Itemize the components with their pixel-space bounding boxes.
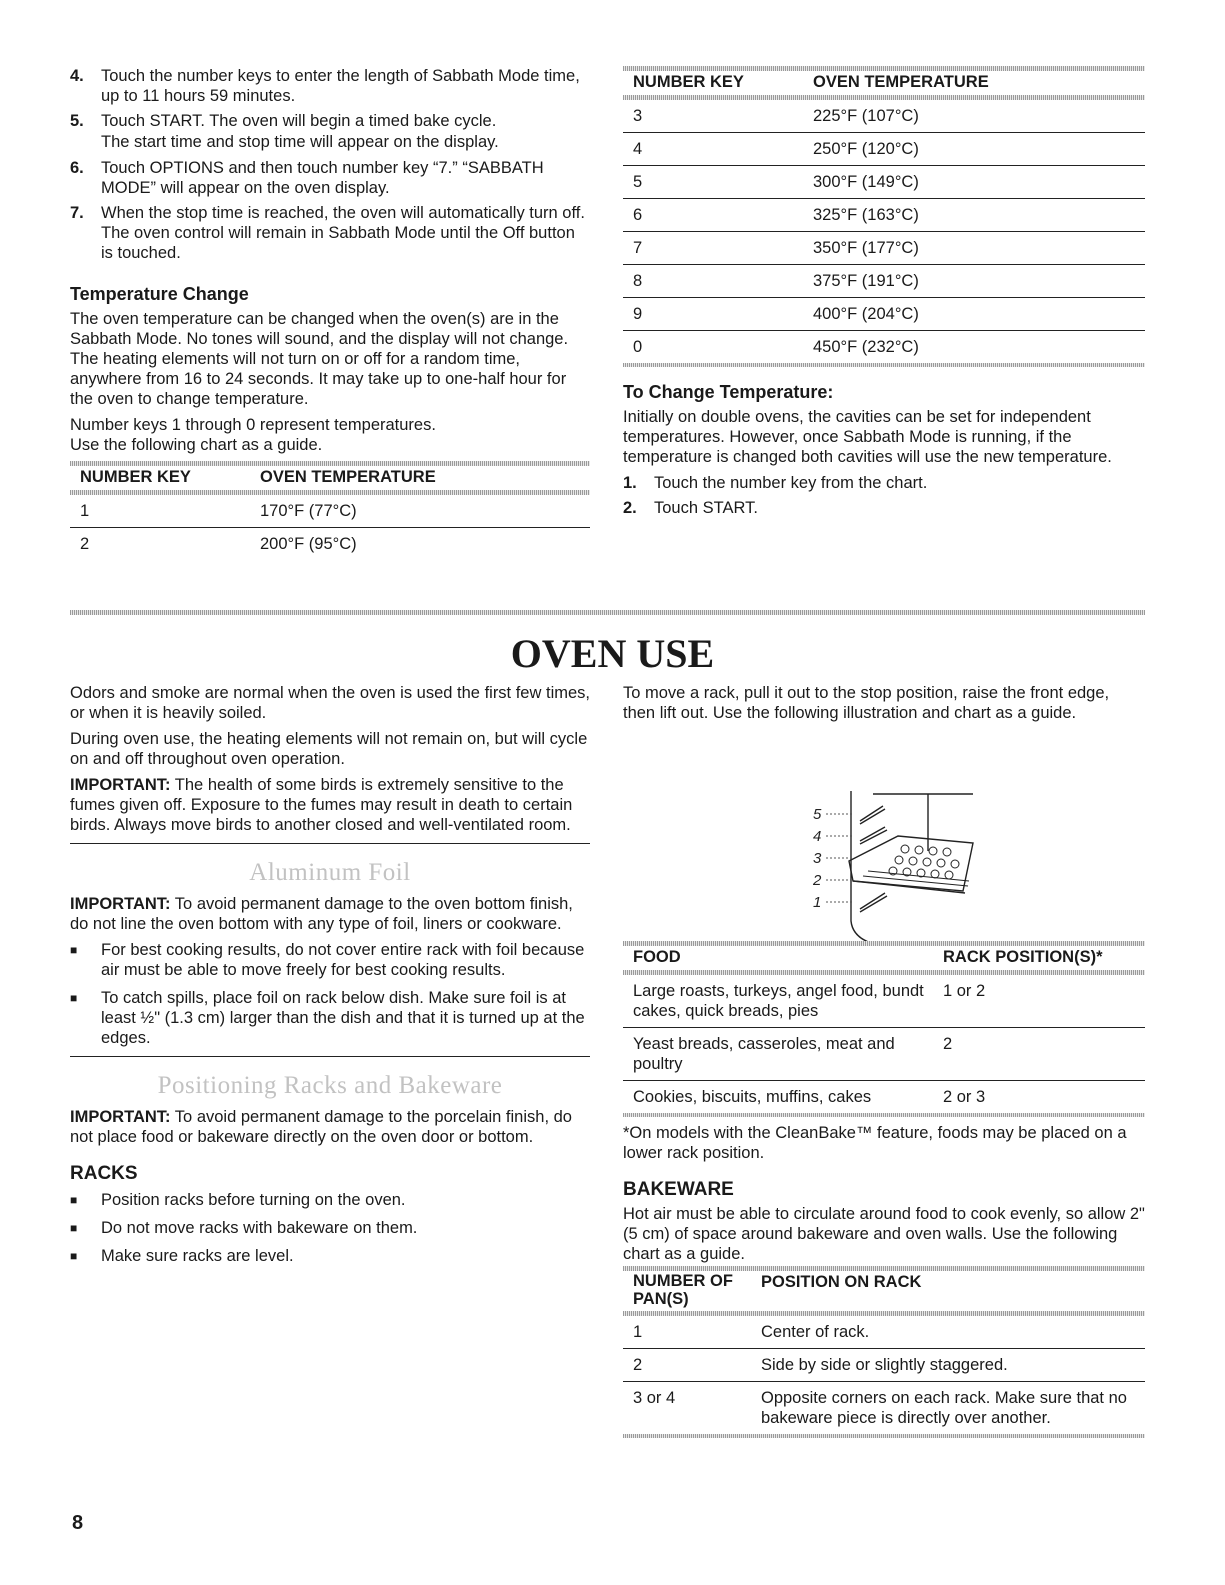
cookie-icon bbox=[915, 846, 923, 854]
table-row bbox=[623, 1382, 1145, 1435]
step-number: 7. bbox=[70, 204, 84, 222]
aluminum-foil-heading: Aluminum Foil bbox=[249, 859, 411, 886]
important-text: To avoid permanent damage to the oven bottom finish, do not line the oven bottom with any type of foil, liners or cookware. bbox=[70, 895, 573, 933]
chart-guide-note: Use the following chart as a guide. bbox=[70, 436, 323, 454]
step-number: 2. bbox=[623, 499, 637, 517]
list-item bbox=[70, 940, 590, 980]
food-cell: Large roasts, turkeys, angel food, bundt cakes, quick breads, pies bbox=[623, 975, 933, 1028]
square-bullet-icon: ■ bbox=[70, 991, 78, 1005]
table-row bbox=[623, 232, 1145, 265]
oven-use-right-column bbox=[623, 683, 1145, 1438]
number-key-cell: 1 bbox=[70, 495, 250, 528]
step-5 bbox=[70, 111, 590, 131]
position-cell: Center of rack. bbox=[751, 1316, 1145, 1349]
racks-subheading: RACKS bbox=[70, 1163, 138, 1184]
temperature-change-paragraph: The oven temperature can be changed when the oven(s) are in the Sabbath Mode. No tones will sound, and the display will not change. The heating elements will not turn on or off for a random time, anywhere from 16 to 24 seconds. It may take up to one-half hour for the oven to change temperature. bbox=[70, 310, 569, 408]
cleanbake-footnote: *On models with the CleanBake™ feature, foods may be placed on a lower rack position. bbox=[623, 1124, 1127, 1162]
column-header-food: FOOD bbox=[633, 948, 681, 966]
square-bullet-icon: ■ bbox=[70, 943, 78, 957]
oven-temperature-cell: 250°F (120°C) bbox=[803, 133, 1145, 166]
column-header-number-of-pans: NUMBER OF PAN(S) bbox=[633, 1272, 733, 1308]
column-header-position-on-rack: POSITION ON RACK bbox=[761, 1273, 922, 1291]
rack-label-3: 3 bbox=[813, 850, 822, 867]
cookie-icon bbox=[943, 848, 951, 856]
cookie-icon bbox=[937, 859, 945, 867]
step-7 bbox=[70, 203, 590, 263]
oven-temperature-cell: 200°F (95°C) bbox=[260, 535, 357, 553]
step-text: When the stop time is reached, the oven will automatically turn off. The oven control will remain in Sabbath Mode until the Off button is touched. bbox=[101, 204, 585, 262]
oven-temperature-cell: 300°F (149°C) bbox=[803, 166, 1145, 199]
temperature-change-heading: Temperature Change bbox=[70, 284, 249, 304]
divider-line bbox=[70, 843, 590, 844]
oven-temperature-cell: 325°F (163°C) bbox=[803, 199, 1145, 232]
table-row bbox=[623, 100, 1145, 133]
pan-count-cell: 2 bbox=[623, 1349, 751, 1382]
oven-temperature-cell: 400°F (204°C) bbox=[803, 298, 1145, 331]
step-text: Touch START. The oven will begin a timed bake cycle. bbox=[101, 112, 497, 130]
oven-rack-diagram bbox=[623, 731, 1145, 941]
position-cell: Opposite corners on each rack. Make sure that no bakeware piece is directly over another. bbox=[761, 1389, 1127, 1427]
table-row bbox=[70, 528, 590, 561]
number-key-cell: 3 bbox=[623, 100, 803, 133]
table-bottom-rule bbox=[623, 1434, 1145, 1438]
number-key-cell: 8 bbox=[623, 265, 803, 298]
number-key-cell: 0 bbox=[633, 338, 643, 356]
oven-wall-line bbox=[851, 791, 971, 941]
cookie-icon bbox=[951, 860, 959, 868]
cookie-icon bbox=[909, 857, 917, 865]
list-item bbox=[70, 988, 590, 1048]
sabbath-steps-column bbox=[70, 66, 590, 560]
step-5-note: The start time and stop time will appear on the display. bbox=[101, 133, 499, 151]
rack-position-cell: 2 bbox=[933, 1028, 1145, 1081]
rack-label-2: 2 bbox=[813, 872, 822, 889]
number-key-cell: 6 bbox=[623, 199, 803, 232]
food-rack-table bbox=[623, 975, 1145, 1113]
table-bottom-rule bbox=[623, 363, 1145, 367]
rack-position-cell: 2 or 3 bbox=[943, 1088, 986, 1106]
list-item-text: Do not move racks with bakeware on them. bbox=[101, 1219, 418, 1237]
divider-line bbox=[70, 1056, 590, 1057]
important-text: To avoid permanent damage to the porcelain finish, do not place food or bakeware directly on the oven door or bottom. bbox=[70, 1108, 572, 1146]
rack-guide-1 bbox=[860, 893, 887, 912]
birds-warning bbox=[70, 775, 590, 835]
heating-elements-paragraph: During oven use, the heating elements will not remain on, but will cycle on and off throughout oven operation. bbox=[70, 730, 588, 768]
important-label: IMPORTANT: bbox=[70, 776, 171, 794]
foil-warning bbox=[70, 894, 590, 934]
bakeware-paragraph: Hot air must be able to circulate around food to cook evenly, so allow 2" (5 cm) of space around bakeware and oven walls. Use the following chart as a guide. bbox=[623, 1205, 1145, 1263]
table-row bbox=[623, 298, 1145, 331]
list-item-text: For best cooking results, do not cover entire rack with foil because air must be able to move freely for best cooking results. bbox=[101, 941, 585, 979]
food-cell: Yeast breads, casseroles, meat and poultry bbox=[623, 1028, 933, 1081]
change-temperature-heading: To Change Temperature: bbox=[623, 382, 834, 402]
square-bullet-icon: ■ bbox=[70, 1221, 78, 1235]
move-rack-paragraph: To move a rack, pull it out to the stop position, raise the front edge, then lift out. Use the following illustration and chart as a guide. bbox=[623, 684, 1110, 722]
oven-temperature-cell: 170°F (77°C) bbox=[250, 495, 590, 528]
table-row bbox=[623, 265, 1145, 298]
important-label: IMPORTANT: bbox=[70, 895, 171, 913]
temperature-table-1-body bbox=[70, 495, 590, 560]
foil-bullet-list bbox=[70, 940, 590, 1048]
table-row bbox=[623, 1349, 1145, 1382]
rack-label-5: 5 bbox=[813, 806, 822, 823]
oven-use-left-column bbox=[70, 683, 590, 1274]
number-key-cell: 9 bbox=[623, 298, 803, 331]
cookie-icon bbox=[923, 858, 931, 866]
table-row bbox=[623, 331, 1145, 364]
rack-position-cell: 1 or 2 bbox=[933, 975, 1145, 1028]
food-rack-table-head bbox=[623, 946, 1145, 970]
list-item bbox=[70, 1190, 590, 1210]
change-step-2 bbox=[623, 498, 1145, 518]
number-keys-note: Number keys 1 through 0 represent temperatures. bbox=[70, 416, 436, 434]
important-label: IMPORTANT: bbox=[70, 1108, 171, 1126]
step-number: 1. bbox=[623, 474, 637, 492]
racks-warning bbox=[70, 1107, 590, 1147]
food-cell: Cookies, biscuits, muffins, cakes bbox=[633, 1088, 872, 1106]
cookie-icon bbox=[929, 847, 937, 855]
number-key-cell: 7 bbox=[623, 232, 803, 265]
section-divider bbox=[70, 610, 1145, 615]
position-cell: Side by side or slightly staggered. bbox=[751, 1349, 1145, 1382]
racks-bullet-list bbox=[70, 1190, 590, 1266]
step-text: Touch START. bbox=[654, 499, 758, 517]
table-row bbox=[623, 1028, 1145, 1081]
table-row bbox=[623, 975, 1145, 1028]
oven-temperature-cell: 375°F (191°C) bbox=[803, 265, 1145, 298]
column-header-number-key: NUMBER KEY bbox=[633, 73, 744, 91]
step-number: 6. bbox=[70, 159, 84, 177]
table-row bbox=[70, 495, 590, 528]
list-item-text: Make sure racks are level. bbox=[101, 1247, 294, 1265]
cookie-icon bbox=[945, 871, 953, 879]
square-bullet-icon: ■ bbox=[70, 1249, 78, 1263]
rack-front-bar bbox=[853, 881, 965, 893]
pan-count-cell: 1 bbox=[623, 1316, 751, 1349]
bakeware-heading: BAKEWARE bbox=[623, 1179, 734, 1200]
number-key-cell: 5 bbox=[623, 166, 803, 199]
square-bullet-icon: ■ bbox=[70, 1193, 78, 1207]
number-key-cell: 4 bbox=[623, 133, 803, 166]
rack-label-1: 1 bbox=[813, 894, 822, 911]
column-header-oven-temperature: OVEN TEMPERATURE bbox=[813, 73, 989, 91]
positioning-racks-heading: Positioning Racks and Bakeware bbox=[157, 1072, 503, 1099]
odors-paragraph: Odors and smoke are normal when the oven is used the first few times, or when it is heavily soiled. bbox=[70, 684, 590, 722]
table-row bbox=[623, 166, 1145, 199]
cookie-icon bbox=[895, 856, 903, 864]
rack-label-4: 4 bbox=[813, 828, 822, 845]
step-text: Touch OPTIONS and then touch number key “7.” “SABBATH MODE” will appear on the oven display. bbox=[101, 159, 544, 197]
column-header-rack-position: RACK POSITION(S)* bbox=[943, 948, 1103, 966]
step-6 bbox=[70, 158, 590, 198]
step-number: 5. bbox=[70, 112, 84, 130]
cookie-icon bbox=[931, 870, 939, 878]
temperature-chart-column bbox=[623, 66, 1145, 523]
number-key-cell: 2 bbox=[80, 535, 90, 553]
list-item bbox=[70, 1246, 590, 1266]
table-row bbox=[623, 133, 1145, 166]
oven-temperature-cell: 350°F (177°C) bbox=[803, 232, 1145, 265]
list-item-text: Position racks before turning on the oven. bbox=[101, 1191, 406, 1209]
table-bottom-rule bbox=[623, 1113, 1145, 1117]
step-4 bbox=[70, 66, 590, 106]
cookie-icon bbox=[901, 845, 909, 853]
page-title: OVEN USE bbox=[510, 631, 715, 676]
oven-temperature-cell: 225°F (107°C) bbox=[803, 100, 1145, 133]
step-number: 4. bbox=[70, 67, 84, 85]
table-row bbox=[623, 1316, 1145, 1349]
change-step-1 bbox=[623, 473, 1145, 493]
temperature-table-2 bbox=[623, 100, 1145, 363]
step-text: Touch the number key from the chart. bbox=[654, 474, 928, 492]
important-text: The health of some birds is extremely sensitive to the fumes given off. Exposure to the fumes may result in death to certain birds. Always move birds to another closed and well-ventilated room. bbox=[70, 776, 573, 834]
list-item bbox=[70, 1218, 590, 1238]
bakeware-table bbox=[623, 1316, 1145, 1434]
rack-guide-5 bbox=[860, 806, 885, 824]
page-number: 8 bbox=[72, 1512, 84, 1534]
list-item-text: To catch spills, place foil on rack below dish. Make sure foil is at least ½" (1.3 cm) larger than the dish and that it is turned up at the edges. bbox=[101, 989, 585, 1047]
temperature-table-1 bbox=[70, 466, 590, 490]
change-temperature-paragraph: Initially on double ovens, the cavities can be set for independent temperatures. However, once Sabbath Mode is running, if the temperature is changed both cavities will use the new temperature. bbox=[623, 408, 1112, 466]
column-header-oven-temperature: OVEN TEMPERATURE bbox=[260, 468, 436, 486]
bakeware-table-head bbox=[623, 1271, 1145, 1311]
rack-position-illustration bbox=[623, 731, 1145, 941]
oven-temperature-cell: 450°F (232°C) bbox=[813, 338, 919, 356]
step-text: Touch the number keys to enter the length of Sabbath Mode time, up to 11 hours 59 minutes. bbox=[101, 67, 580, 105]
table-row bbox=[623, 199, 1145, 232]
column-header-number-key: NUMBER KEY bbox=[80, 468, 191, 486]
temperature-table-2-head bbox=[623, 71, 1145, 95]
pan-count-cell: 3 or 4 bbox=[633, 1389, 676, 1407]
rack-guide-4 bbox=[860, 827, 887, 844]
table-row bbox=[623, 1081, 1145, 1114]
